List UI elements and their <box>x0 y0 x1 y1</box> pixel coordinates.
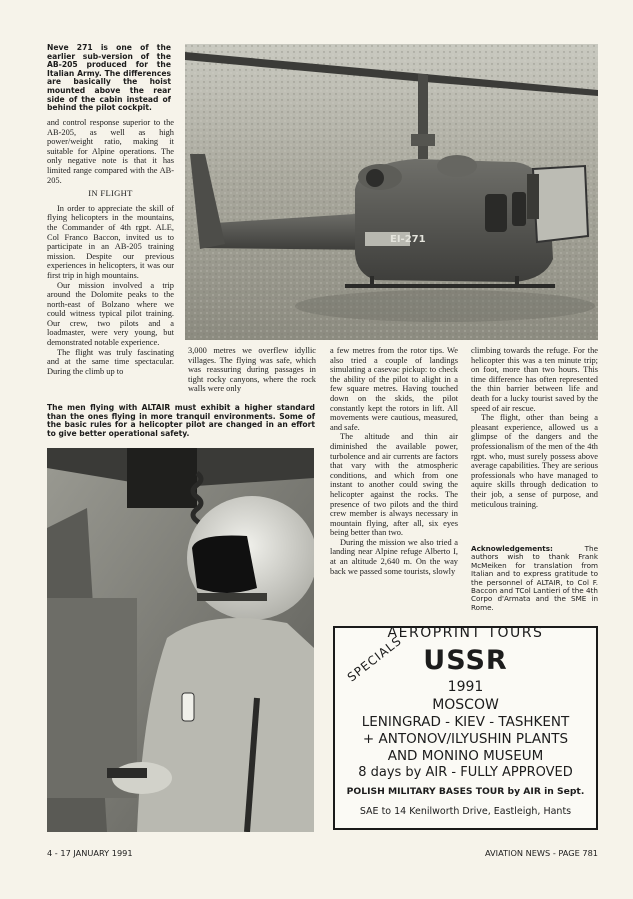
aeroprint-tours-advert <box>333 626 598 830</box>
acknowledgements-label: Acknowledgements: <box>471 544 553 553</box>
column-2-paragraph-1: 3,000 metres we overflew idyllic villages. The flying was safe, which was reassuring during passages in tight rocky canyons, where the rock walls were only <box>188 346 316 394</box>
column-3-paragraph-3: During the mission we also tried a landing near Alpine refuge Alberto I, at an altitude 2,640 m. On the way back we passed some tourists, slowly <box>330 537 458 576</box>
column-4-paragraph-1: climbing towards the refuge. For the helicopter this was a ten minute trip; on foot, more than two hours. This time difference has often represented the thin barrier between life and death for a lucky tourist saved by the speed of air rescue. <box>471 346 598 413</box>
footer-date: 4 - 17 JANUARY 1991 <box>47 848 133 858</box>
advert-year: 1991 <box>447 679 484 695</box>
advert-line-approved: 8 days by AIR - FULLY APPROVED <box>358 765 573 780</box>
column-3 <box>330 346 458 576</box>
column-1-intro: and control response superior to the AB-205, as well as high power/weight ratio, making it suitable for Alpine operations. The only negative note is that it has limited range compared with the AB-205. <box>47 118 174 185</box>
advert-line-cities: LENINGRAD - KIEV - TASHKENT <box>361 714 570 730</box>
advert-line-address: SAE to 14 Kenilworth Drive, Eastleigh, Hants <box>359 806 572 817</box>
advert-line-moscow: MOSCOW <box>432 697 499 713</box>
advert-line-polish-tour: POLISH MILITARY BASES TOUR by AIR in Sept. <box>346 786 585 797</box>
advert-line-museum: AND MONINO MUSEUM <box>387 748 544 764</box>
advert-specials: SPECIALS <box>344 633 405 685</box>
advert-line-plants: + ANTONOV/ILYUSHIN PLANTS <box>362 731 569 747</box>
column-3-paragraph-2: The altitude and thin air diminished the available power, turbolence and air currents are factors that vary with the atmospheric conditions, and which from one instant to another could swing the helicopter against the rocks. The presence of two pilots and the third crew member is always necessary in mountain flying, after all, six eyes being better than two. <box>330 432 458 538</box>
pilot-illustration <box>47 448 314 832</box>
column-4 <box>471 346 598 509</box>
fuselage-code: EI-271 <box>390 234 426 245</box>
pilot-photo <box>47 448 314 832</box>
acknowledgements <box>471 545 598 612</box>
photo-2-caption: The men flying with ALTAIR must exhibit a higher standard than the ones flying in more tranquil environments. Some of the basic rules for a helicopter pilot are changed in an effort to give better operational safety. <box>47 403 315 438</box>
section-heading-in-flight: IN FLIGHT <box>88 188 133 199</box>
column-4-paragraph-2: The flight, other than being a pleasant experience, allowed us a glimpse of the dangers and the professionalism of the men of the 4th rgpt. who, must surely possess above average capabilities. They are serious professionals who have managed to aquire skills through dedication to their job, a sense of purpose, and meticulous training. <box>471 413 598 509</box>
column-1-paragraph-2: Our mission involved a trip around the Dolomite peaks to the north-east of Bolzano where we could witness typical pilot training. Our crew, two pilots and a loadmaster, were very young, but demonstrated notable experience. <box>47 280 174 348</box>
acknowledgements-text: The authors wish to thank Frank McMeiken for translation from Italian and to express gratitude to the personnel of ALTAIR, to Col F. Baccon and TCol Lantieri of the 4th Corpo d'Armata and the SME in Rome. <box>471 544 598 612</box>
advert-destination: USSR <box>423 645 508 676</box>
helicopter-illustration <box>185 44 598 340</box>
footer-page-number: AVIATION NEWS - PAGE 781 <box>484 848 598 858</box>
column-2 <box>188 346 316 394</box>
column-1-paragraph-3: The flight was truly fascinating and at the same time spectacular. During the climb up to <box>47 347 174 376</box>
column-1-paragraph-1: In order to appreciate the skill of flying helicopters in the mountains, the Commander of 4th rgpt. ALE, Col Franco Baccon, invited us to participate in an AB-205 training mission. Despite our previous experiences in helicopters, it was our first trip in high mountains. <box>47 203 174 280</box>
column-3-paragraph-1: a few metres from the rotor tips. We also tried a couple of landings simulating a casevac pickup: to check the ability of the pilot to alight in a few square metres. Having touched down on the skids, the pilot constantly kept the rotors in lift. All movements were cautious, measured, and safe. <box>330 346 458 432</box>
advert-title: AEROPRINT TOURS <box>387 625 544 641</box>
column-1 <box>47 118 174 376</box>
helicopter-photo <box>185 44 598 340</box>
photo-1-caption: Neve 271 is one of the earlier sub-version of the AB-205 produced for the Italian Army. The differences are basically the hoist mounted above the rear side of the cabin instead of behind the pilot cockpit. <box>47 43 171 113</box>
